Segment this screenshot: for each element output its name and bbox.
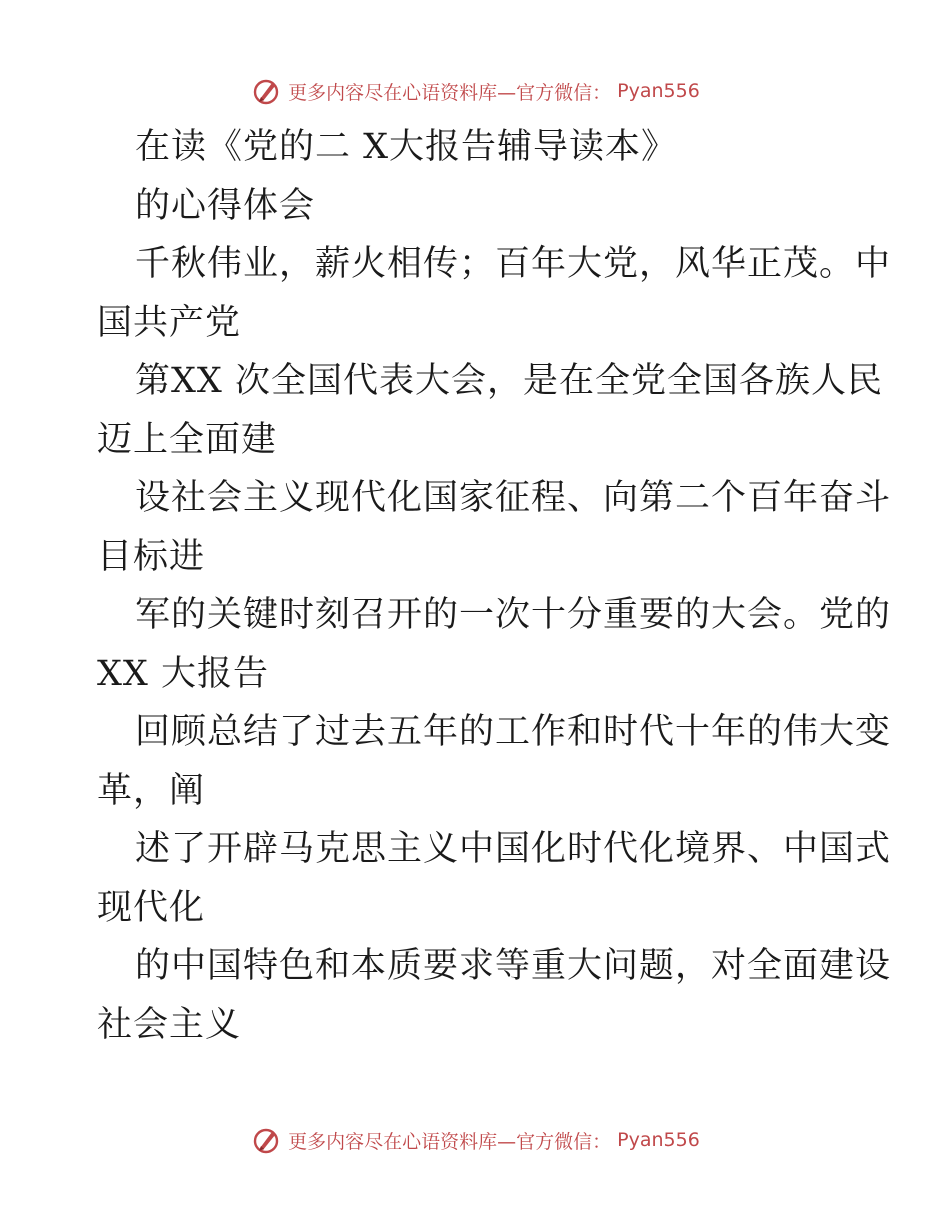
- watermark-text: 更多内容尽在心语资料库—官方微信：: [288, 81, 612, 104]
- text-line: 在读《党的二 X大报告辅导读本》: [135, 127, 678, 167]
- text-line: 迈上全面建: [97, 419, 278, 460]
- text-line: 革，阐: [97, 770, 206, 811]
- text-line: 设社会主义现代化国家征程、向第二个百年奋斗: [135, 478, 892, 518]
- quill-pen-logo-icon: [250, 75, 282, 107]
- document-body: [97, 118, 892, 1054]
- text-line: 的心得体会: [135, 185, 316, 226]
- text-line: 第XX 次全国代表大会，是在全党全国各族人民: [135, 361, 883, 401]
- text-line: 军的关键时刻召开的一次十分重要的大会。党的: [135, 595, 892, 635]
- text-line: 述了开辟马克思主义中国化时代化境界、中国式: [135, 829, 892, 869]
- text-line: 回顾总结了过去五年的工作和时代十年的伟大变: [135, 712, 892, 752]
- watermark-wechat-id: Pyan556: [617, 80, 700, 102]
- footer-watermark: [0, 1120, 950, 1160]
- text-line: 千秋伟业，薪火相传；百年大党，风华正茂。中: [135, 244, 892, 284]
- text-line: 现代化: [97, 887, 206, 928]
- text-line: 国共产党: [97, 302, 242, 343]
- text-line: 目标进: [97, 536, 206, 577]
- watermark-wechat-id: Pyan556: [617, 1129, 700, 1151]
- text-line: XX 大报告: [97, 653, 269, 694]
- header-watermark: [0, 71, 950, 111]
- watermark-text: 更多内容尽在心语资料库—官方微信：: [288, 1130, 612, 1153]
- text-line: 的中国特色和本质要求等重大问题，对全面建设: [135, 946, 892, 986]
- quill-pen-logo-icon: [250, 1124, 282, 1156]
- text-line: 社会主义: [97, 1004, 242, 1045]
